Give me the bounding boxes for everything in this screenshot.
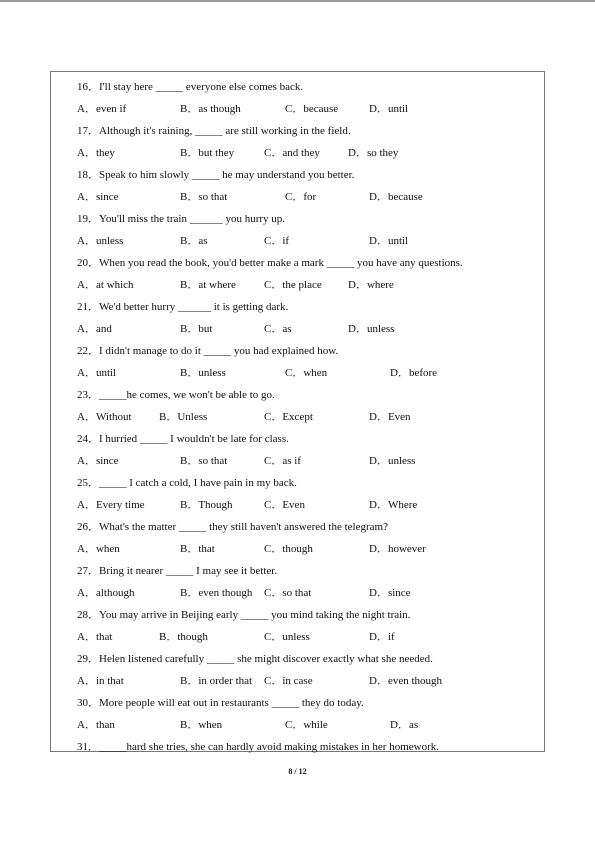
option-b: B．in order that [180, 675, 253, 687]
question-stem: 29．Helen listened carefully _____ she might discover exactly what she needed. [77, 653, 433, 665]
top-rule [0, 0, 595, 2]
question-stem: 24．I hurried _____ I wouldn't be late for class. [77, 433, 289, 445]
options-row [77, 321, 542, 343]
option-b: B．so that [180, 455, 228, 467]
option-a: A．Without [77, 411, 132, 423]
option-b: B．so that [180, 191, 228, 203]
option-c: C．when [285, 367, 328, 379]
option-a: A．and [77, 323, 112, 335]
option-d: D．so they [348, 147, 399, 159]
option-c: C．as [264, 323, 292, 335]
option-a: A．unless [77, 235, 124, 247]
options-row [77, 717, 542, 739]
option-d: D．Even [369, 411, 411, 423]
option-d: D．since [369, 587, 411, 599]
option-a: A．in that [77, 675, 124, 687]
question-stem: 25．_____ I catch a cold, I have pain in my back. [77, 477, 297, 489]
option-c: C．Except [264, 411, 313, 423]
question-stem: 16．I'll stay here _____ everyone else comes back. [77, 81, 304, 93]
options-row [77, 101, 542, 123]
option-b: B．though [159, 631, 208, 643]
option-b: B．Though [180, 499, 233, 511]
option-c: C．because [285, 103, 339, 115]
option-c: C．so that [264, 587, 312, 599]
option-c: C．while [285, 719, 328, 731]
option-c: C．in case [264, 675, 313, 687]
option-b: B．but [180, 323, 213, 335]
question-stem: 17．Although it's raining, _____ are still working in the field． [77, 125, 359, 137]
question-stem: 28．You may arrive in Beijing early _____ you mind taking the night train. [77, 609, 411, 621]
question-stem: 30．More people will eat out in restaurants _____ they do today. [77, 697, 364, 709]
question-stem: 20．When you read the book, you'd better make a mark _____ you have any questions. [77, 257, 463, 269]
question-list [77, 79, 542, 761]
option-d: D．where [348, 279, 394, 291]
option-d: D．because [369, 191, 423, 203]
option-c: C．though [264, 543, 313, 555]
option-d: D．unless [348, 323, 395, 335]
option-d: D．until [369, 103, 409, 115]
option-d: D．unless [369, 455, 416, 467]
option-a: A．since [77, 455, 119, 467]
options-row [77, 189, 542, 211]
option-a: A．even if [77, 103, 127, 115]
options-row [77, 629, 542, 651]
option-b: B．even though [180, 587, 253, 599]
option-c: C．as if [264, 455, 301, 467]
option-d: D．if [369, 631, 395, 643]
option-a: A．since [77, 191, 119, 203]
option-b: B．but they [180, 147, 235, 159]
question-stem: 27．Bring it nearer _____ I may see it better. [77, 565, 278, 577]
option-b: B．that [180, 543, 215, 555]
question-stem: 31．_____hard she tries, she can hardly avoid making mistakes in her homework. [77, 741, 440, 753]
option-d: D．however [369, 543, 426, 555]
option-a: A．at which [77, 279, 134, 291]
option-d: D．before [390, 367, 438, 379]
options-row [77, 541, 542, 563]
option-d: D．Where [369, 499, 418, 511]
option-c: C．and they [264, 147, 320, 159]
option-b: B．when [180, 719, 223, 731]
question-stem: 26．What's the matter _____ they still haven't answered the telegram? [77, 521, 388, 533]
options-row [77, 497, 542, 519]
option-d: D．even though [369, 675, 443, 687]
option-c: C．the place [264, 279, 322, 291]
option-b: B．unless [180, 367, 226, 379]
option-c: C．unless [264, 631, 310, 643]
option-b: B．at where [180, 279, 236, 291]
option-b: B．as though [180, 103, 241, 115]
option-b: B．Unless [159, 411, 208, 423]
options-row [77, 585, 542, 607]
option-a: A．Every time [77, 499, 145, 511]
options-row [77, 145, 542, 167]
option-a: A．although [77, 587, 135, 599]
option-b: B．as [180, 235, 208, 247]
question-stem: 19．You'll miss the train ______ you hurry up. [77, 213, 286, 225]
option-a: A．when [77, 543, 120, 555]
question-stem: 18．Speak to him slowly _____ he may understand you better. [77, 169, 355, 181]
option-d: D．until [369, 235, 409, 247]
option-d: D．as [390, 719, 419, 731]
options-row [77, 409, 542, 431]
option-c: C．if [264, 235, 290, 247]
question-stem: 23．_____he comes, we won't be able to go. [77, 389, 275, 401]
option-a: A．until [77, 367, 117, 379]
page-number: 8 / 12 [288, 767, 307, 776]
options-row [77, 277, 542, 299]
options-row [77, 365, 542, 387]
question-stem: 21．We'd better hurry ______ it is getting dark. [77, 301, 289, 313]
question-stem: 22．I didn't manage to do it _____ you had explained how. [77, 345, 339, 357]
option-a: A．that [77, 631, 113, 643]
option-a: A．than [77, 719, 115, 731]
options-row [77, 453, 542, 475]
option-c: C．for [285, 191, 317, 203]
option-c: C．Even [264, 499, 305, 511]
option-a: A．they [77, 147, 115, 159]
options-row [77, 673, 542, 695]
options-row [77, 233, 542, 255]
